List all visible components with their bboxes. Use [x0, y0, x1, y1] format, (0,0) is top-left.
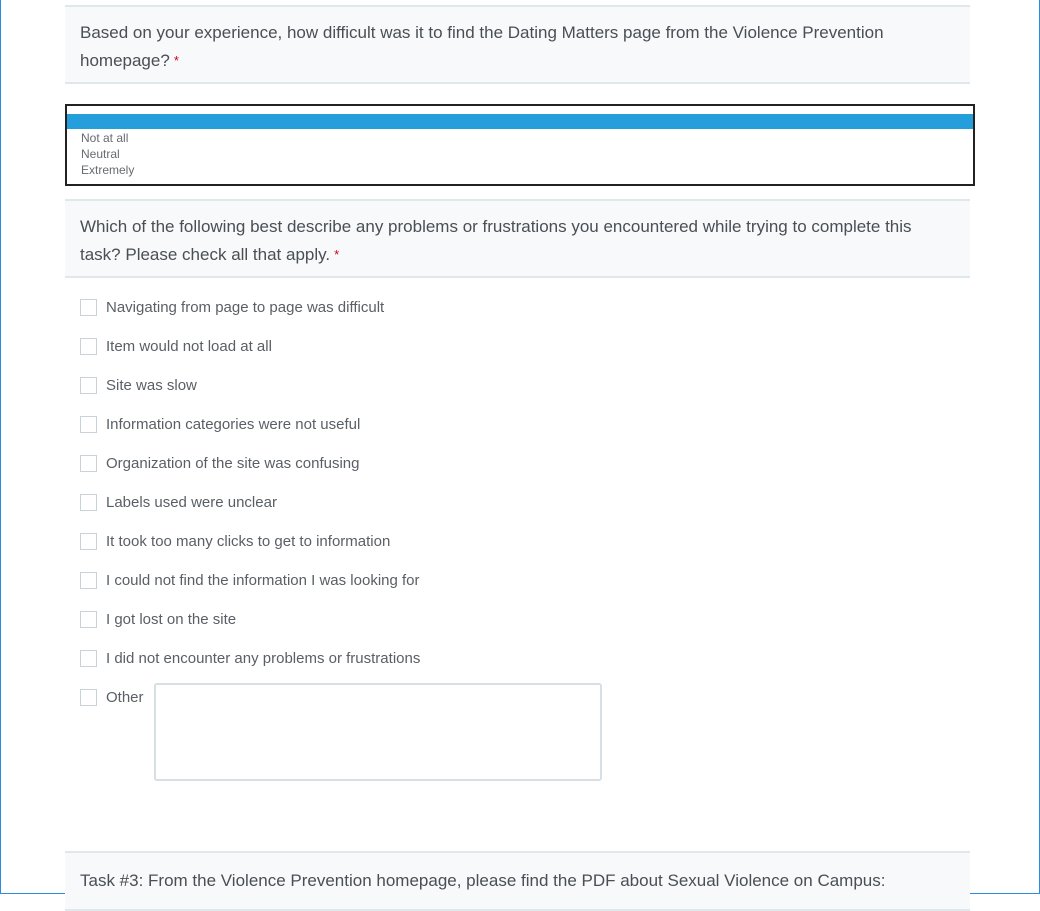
choice-label[interactable]: Navigating from page to page was difficult [106, 299, 385, 316]
checkbox[interactable] [80, 338, 97, 355]
choice-row[interactable] [80, 455, 359, 474]
option-neutral[interactable]: Neutral [81, 147, 120, 161]
checkbox[interactable] [80, 533, 97, 550]
checkbox[interactable] [80, 299, 97, 316]
choice-row[interactable] [80, 494, 277, 513]
choice-row[interactable] [80, 689, 144, 708]
checkbox[interactable] [80, 650, 97, 667]
selected-empty-option[interactable] [67, 114, 973, 129]
checkbox[interactable] [80, 572, 97, 589]
checkbox[interactable] [80, 611, 97, 628]
question-text: Which of the following best describe any problems or frustrations you encountered while trying to complete this task? Please check all that apply. [80, 217, 912, 264]
required-marker: * [173, 53, 179, 68]
choice-label[interactable]: Labels used were unclear [106, 494, 277, 511]
choice-label[interactable]: It took too many clicks to get to information [106, 533, 391, 550]
choice-row[interactable] [80, 416, 360, 435]
choice-row[interactable] [80, 650, 420, 669]
choice-row[interactable] [80, 338, 272, 357]
checkbox[interactable] [80, 689, 97, 706]
other-text-input[interactable] [154, 683, 602, 781]
choice-label[interactable]: I could not find the information I was looking for [106, 572, 420, 589]
option-extremely[interactable]: Extremely [81, 163, 135, 177]
choice-row[interactable] [80, 377, 197, 396]
choice-label[interactable]: Other [106, 689, 144, 706]
checkbox[interactable] [80, 377, 97, 394]
choice-label[interactable]: Organization of the site was confusing [106, 455, 360, 472]
choice-row[interactable] [80, 611, 236, 630]
choice-label[interactable]: Site was slow [106, 377, 197, 394]
question-difficulty [65, 5, 970, 84]
question-problems [65, 199, 970, 278]
choice-row[interactable] [80, 572, 420, 591]
checkbox[interactable] [80, 494, 97, 511]
choice-row[interactable] [80, 533, 390, 552]
choice-label[interactable]: Item would not load at all [106, 338, 272, 355]
checkbox[interactable] [80, 455, 97, 472]
question-text: Based on your experience, how difficult was it to find the Dating Matters page from the Violence Prevention homepage? [80, 23, 884, 70]
task3-text: Task #3: From the Violence Prevention homepage, please find the PDF about Sexual Violence on Campus: [80, 871, 886, 890]
choice-label[interactable]: Information categories were not useful [106, 416, 361, 433]
checkbox[interactable] [80, 416, 97, 433]
difficulty-listbox[interactable] [65, 104, 975, 186]
task3-header [65, 851, 970, 911]
choice-label[interactable]: I got lost on the site [106, 611, 237, 628]
required-marker: * [334, 247, 340, 262]
choice-row[interactable] [80, 299, 384, 318]
choice-label[interactable]: I did not encounter any problems or frustrations [106, 650, 421, 667]
option-not-at-all[interactable]: Not at all [81, 131, 129, 145]
